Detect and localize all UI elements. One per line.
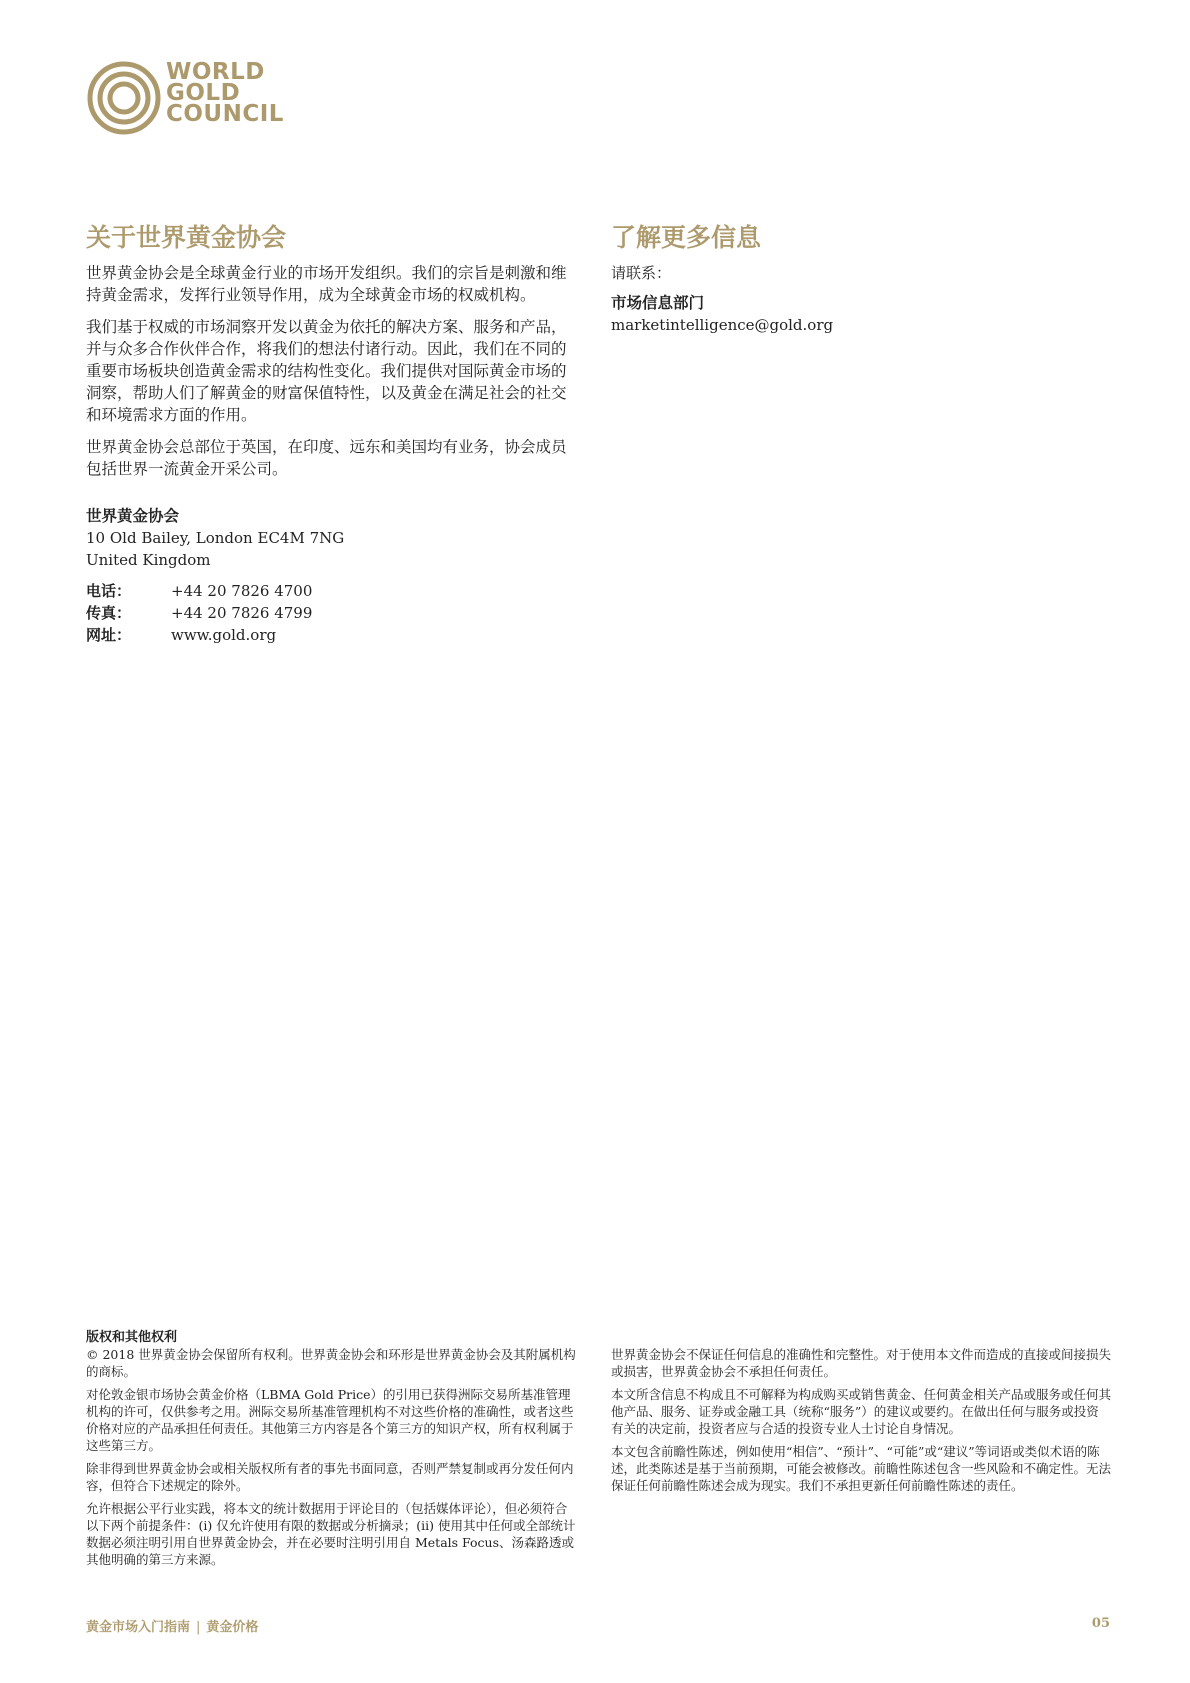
legal-left-paragraph-3: 除非得到世界黄金协会或相关版权所有者的事先书面同意，否则严禁复制或再分发任何内容，但符合下述规定的除外。 [86, 1461, 574, 1493]
about-paragraph-2: 我们基于权威的市场洞察开发以黄金为依托的解决方案、服务和产品，并与众多合作伙伴合作，将我们的想法付诸行动。因此，我们在不同的重要市场板块创造黄金需求的结构性变化。我们提供对国际黄金市场的洞察，帮助人们了解黄金的财富保值特性，以及黄金在满足社会的社交和环境需求方面的作用。 [86, 318, 567, 424]
legal-title: 版权和其他权利 [86, 1330, 178, 1345]
org-name: 世界黄金协会 [86, 507, 180, 525]
contact-row-phone [86, 580, 578, 602]
address-line-1: 10 Old Bailey, London EC4M 7NG [86, 529, 345, 547]
logo-line-1: WORLD [166, 59, 265, 85]
world-gold-council-logo [86, 60, 286, 140]
contact-block [86, 580, 578, 646]
legal-left-column [86, 1330, 578, 1574]
web-link[interactable]: www.gold.org [171, 626, 277, 644]
about-paragraph-1: 世界黄金协会是全球黄金行业的市场开发组织。我们的宗旨是刺激和维持黄金需求，发挥行业领导作用，成为全球黄金市场的权威机构。 [86, 264, 567, 304]
concentric-rings-logo-icon [86, 60, 162, 136]
page-number: 05 [1091, 1616, 1110, 1631]
web-label: 网址： [86, 626, 132, 644]
more-info-heading: 了解更多信息 [611, 223, 762, 252]
footer-guide-title: 黄金市场入门指南 [86, 1620, 191, 1635]
contact-prompt: 请联系： [611, 264, 672, 282]
logo-line-3: COUNCIL [166, 101, 284, 127]
contact-row-web [86, 624, 578, 646]
legal-left-paragraph-2: 对伦敦金银市场协会黄金价格（LBMA Gold Price）的引用已获得洲际交易所基准管理机构的许可，仅供参考之用。洲际交易所基准管理机构不对这些价格的准确性，或者这些价格对应的产品承担任何责任。其他第三方内容是各个第三方的知识产权，所有权利属于这些第三方。 [86, 1387, 574, 1453]
footer-breadcrumb [86, 1616, 258, 1635]
phone-value: +44 20 7826 4700 [171, 582, 313, 600]
fax-value: +44 20 7826 4799 [171, 604, 313, 622]
footer-section-title: 黄金价格 [206, 1620, 259, 1635]
more-info-body [611, 262, 1111, 336]
legal-left-paragraph-1: © 2018 世界黄金协会保留所有权利。世界黄金协会和环形是世界黄金协会及其附属机构的商标。 [86, 1347, 576, 1379]
fax-label: 传真： [86, 604, 132, 622]
legal-right-paragraph-1: 世界黄金协会不保证任何信息的准确性和完整性。对于使用本文件而造成的直接或间接损失或损害，世界黄金协会不承担任何责任。 [611, 1347, 1112, 1379]
contact-row-fax [86, 602, 578, 624]
phone-label: 电话： [86, 582, 132, 600]
about-heading: 关于世界黄金协会 [86, 223, 287, 252]
about-paragraph-3: 世界黄金协会总部位于英国，在印度、远东和美国均有业务，协会成员包括世界一流黄金开采公司。 [86, 438, 567, 478]
logo-wordmark [166, 59, 284, 127]
logo-line-2: GOLD [166, 80, 241, 106]
footer-separator: | [196, 1620, 201, 1635]
legal-right-paragraph-3: 本文包含前瞻性陈述，例如使用“相信”、“预计”、“可能”或“建议”等词语或类似术语的陈述，此类陈述是基于当前预期，可能会被修改。前瞻性陈述包含一些风险和不确定性。无法保证任何前瞻性陈述会成为现实。我们不承担更新任何前瞻性陈述的责任。 [611, 1444, 1112, 1493]
email-link[interactable]: marketintelligence@gold.org [611, 316, 834, 334]
about-body [86, 262, 578, 490]
legal-left-paragraph-4: 允许根据公平行业实践，将本文的统计数据用于评论目的（包括媒体评论），但必须符合以下两个前提条件：(i) 仅允许使用有限的数据或分析摘录；(ii) 使用其中任何或全部统计数据必须注明引用自世界黄金协会，并在必要时注明引用自 Metals Focus、汤森路透或其他明确的第三方来源。 [86, 1501, 576, 1567]
legal-right-paragraph-2: 本文所含信息不构成且不可解释为构成购买或销售黄金、任何黄金相关产品或服务或任何其他产品、服务、证券或金融工具（统称“服务”）的建议或要约。在做出任何与服务或投资有关的决定前，投资者应与合适的投资专业人士讨论自身情况。 [611, 1387, 1112, 1436]
department-name: 市场信息部门 [611, 294, 705, 312]
address-block [86, 505, 578, 571]
address-line-2: United Kingdom [86, 551, 211, 569]
legal-right-column [611, 1346, 1111, 1500]
